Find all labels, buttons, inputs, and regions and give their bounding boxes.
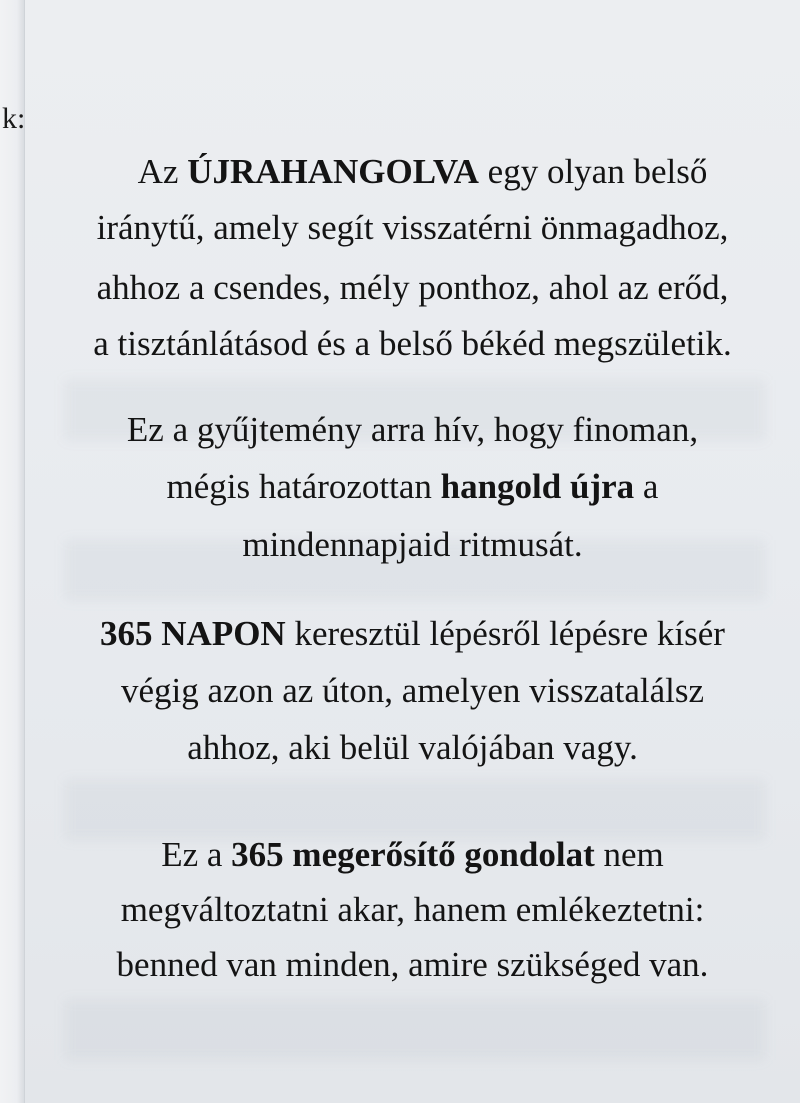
line-text: iránytű, amely segít visszatérni önmagadhoz, — [96, 208, 729, 247]
line-text: végig azon az úton, amelyen visszatalálsz — [120, 671, 705, 710]
text-line — [25, 465, 800, 509]
emphasis-phrase: hangold újra — [440, 467, 635, 506]
text-line — [25, 322, 800, 366]
text-line — [25, 833, 800, 877]
line-text: mindennapjaid ritmusát. — [242, 525, 583, 564]
text-line — [25, 943, 800, 987]
line-text: egy olyan belső — [478, 152, 708, 191]
text-line — [25, 266, 800, 310]
line-text: a — [634, 467, 659, 506]
line-text: Ez a gyűjtemény arra hív, hogy finoman, — [126, 410, 699, 449]
show-through-shadow — [65, 1000, 765, 1060]
text-line — [25, 523, 800, 567]
text-line — [25, 408, 800, 452]
line-text: nem — [594, 835, 664, 874]
emphasis-title: ÚJRAHANGOLVA — [187, 152, 479, 191]
text-line — [25, 206, 800, 250]
line-text: mégis határozottan — [166, 467, 441, 506]
line-text: ahhoz a csendes, mély ponthoz, ahol az erőd, — [96, 268, 729, 307]
text-line — [35, 150, 800, 194]
line-text: megváltoztatni akar, hanem emlékeztetni: — [120, 890, 705, 929]
text-line — [25, 888, 800, 932]
text-line — [25, 612, 800, 656]
previous-page-edge — [0, 0, 25, 1103]
emphasis-phrase: 365 NAPON — [100, 614, 286, 653]
line-text: a tisztánlátásod és a belső békéd megszületik. — [93, 324, 732, 363]
previous-page-text-fragment: k: — [2, 102, 26, 135]
show-through-shadow — [65, 780, 765, 840]
text-line — [25, 669, 800, 713]
line-text: Az — [137, 152, 188, 191]
line-text: keresztül lépésről lépésre kísér — [285, 614, 725, 653]
line-text: benned van minden, amire szükséged van. — [116, 945, 709, 984]
text-line — [25, 726, 800, 770]
line-text: ahhoz, aki belül valójában vagy. — [187, 728, 638, 767]
emphasis-phrase: 365 megerősítő gondolat — [231, 835, 595, 874]
book-page — [25, 0, 800, 1103]
line-text: Ez a — [161, 835, 232, 874]
